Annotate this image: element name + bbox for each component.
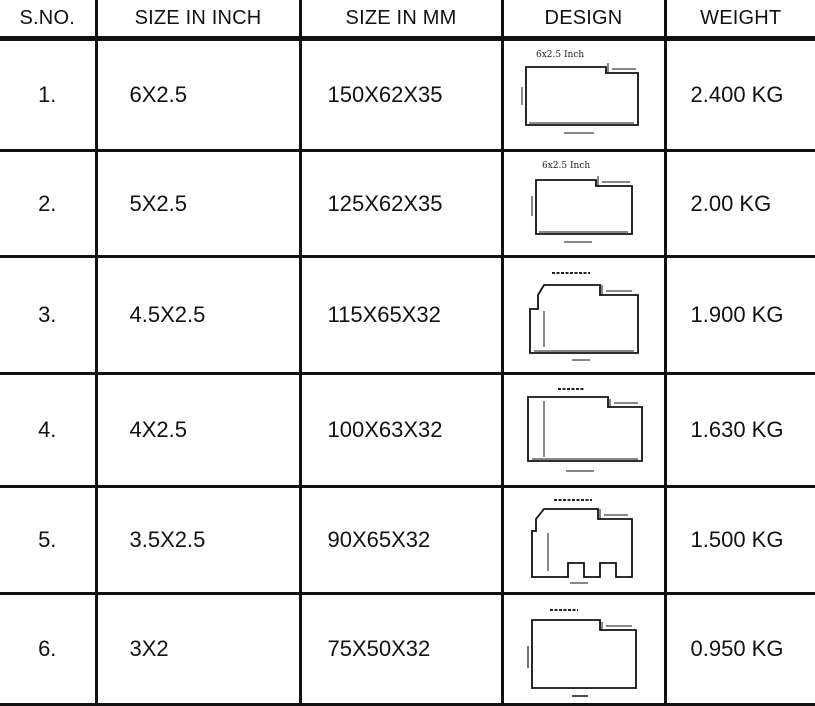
profile-drawing-1 <box>514 47 654 143</box>
profile-drawing-3 <box>514 265 654 365</box>
row-size-mm: 100X63X32 <box>300 374 502 487</box>
header-size-inch: SIZE IN INCH <box>96 0 300 39</box>
row-weight: 1.900 KG <box>665 257 815 374</box>
row-design <box>502 374 665 487</box>
row-design <box>502 257 665 374</box>
row-size-mm: 125X62X35 <box>300 151 502 257</box>
profile-drawing-4 <box>514 381 654 479</box>
table-row <box>0 39 815 151</box>
row-size-inch: 6X2.5 <box>96 39 300 151</box>
row-weight: 1.500 KG <box>665 487 815 594</box>
row-design <box>502 594 665 705</box>
profile-caption: 6x2.5 Inch <box>535 50 584 60</box>
row-sno: 5. <box>0 487 96 594</box>
header-size-mm: SIZE IN MM <box>300 0 502 39</box>
profile-drawing-2 <box>514 158 654 250</box>
row-sno: 6. <box>0 594 96 705</box>
row-design <box>502 151 665 257</box>
row-weight: 2.00 KG <box>665 151 815 257</box>
row-sno: 1. <box>0 39 96 151</box>
row-design <box>502 487 665 594</box>
row-weight: 1.630 KG <box>665 374 815 487</box>
header-design: DESIGN <box>502 0 665 39</box>
row-size-inch: 3X2 <box>96 594 300 705</box>
row-weight: 0.950 KG <box>665 594 815 705</box>
row-size-inch: 4X2.5 <box>96 374 300 487</box>
profile-caption: 6x2.5 Inch <box>541 160 590 171</box>
header-sno: S.NO. <box>0 0 96 39</box>
profile-drawing-5 <box>514 493 654 587</box>
table-row <box>0 151 815 257</box>
row-sno: 3. <box>0 257 96 374</box>
profile-drawing-6 <box>514 600 654 698</box>
row-size-inch: 4.5X2.5 <box>96 257 300 374</box>
table-row <box>0 374 815 487</box>
row-size-mm: 90X65X32 <box>300 487 502 594</box>
row-size-inch: 5X2.5 <box>96 151 300 257</box>
table-row <box>0 487 815 594</box>
row-size-mm: 150X62X35 <box>300 39 502 151</box>
row-sno: 2. <box>0 151 96 257</box>
row-size-inch: 3.5X2.5 <box>96 487 300 594</box>
row-sno: 4. <box>0 374 96 487</box>
row-size-mm: 75X50X32 <box>300 594 502 705</box>
row-size-mm: 115X65X32 <box>300 257 502 374</box>
row-weight: 2.400 KG <box>665 39 815 151</box>
header-weight: WEIGHT <box>665 0 815 39</box>
table-row <box>0 257 815 374</box>
header-row <box>0 0 815 39</box>
row-design <box>502 39 665 151</box>
table-row <box>0 594 815 705</box>
